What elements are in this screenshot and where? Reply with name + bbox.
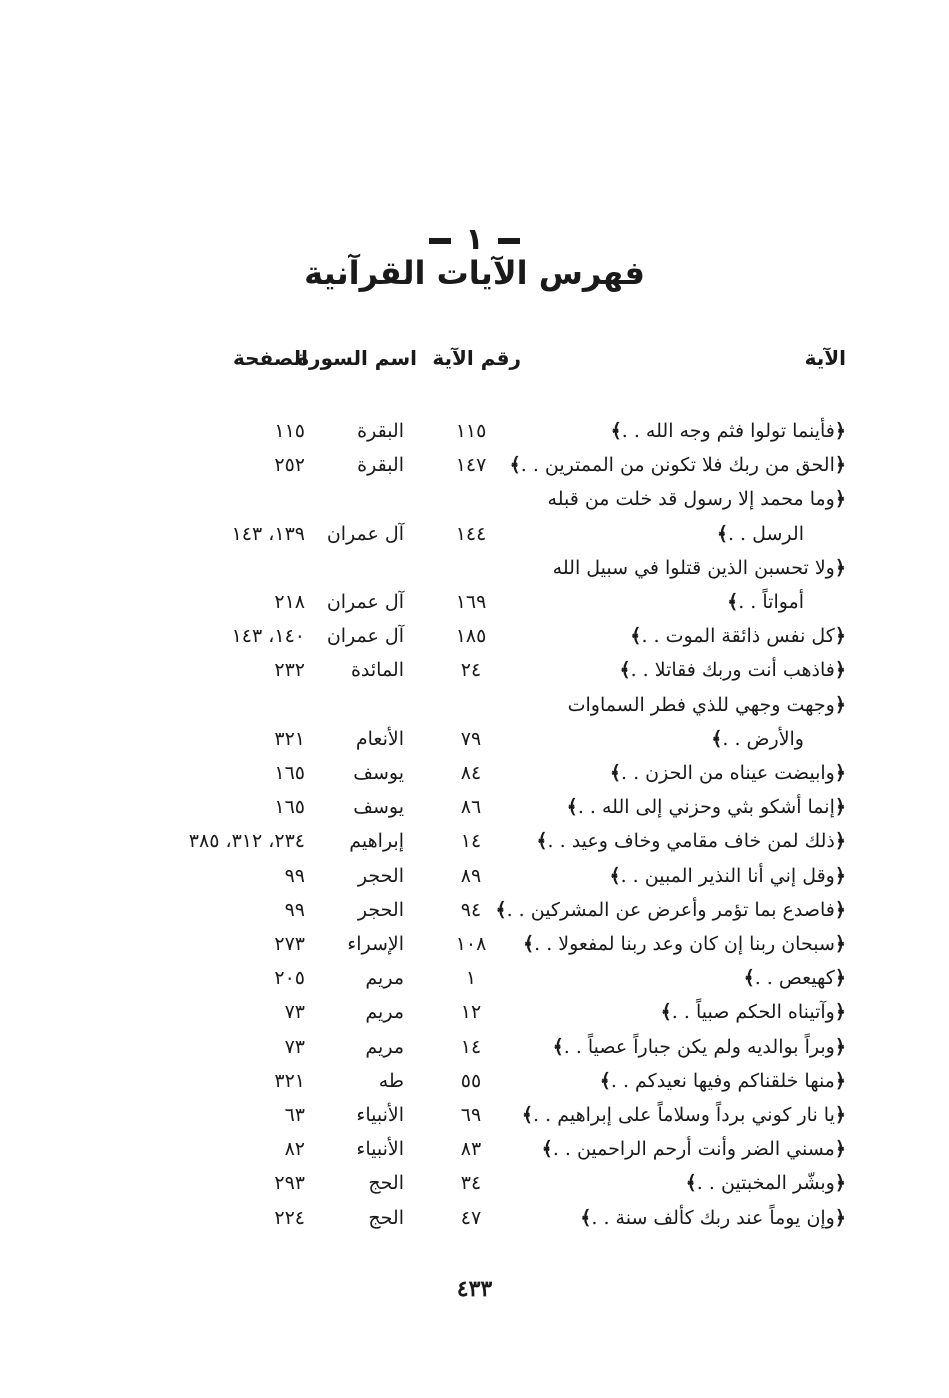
verse-text-content: مسني الضر وأنت أرحم الراحمين . . xyxy=(552,1138,835,1161)
ornate-bracket-open: ﴿ xyxy=(834,625,846,648)
ornate-bracket-close: ﴾ xyxy=(743,967,755,990)
verse-number: ١٨٥ xyxy=(455,625,487,648)
table-row xyxy=(0,967,949,999)
page-reference: ٢١٨ xyxy=(274,591,305,613)
header-surah-name: اسم السورة xyxy=(297,346,417,370)
page-reference: ١٦٥ xyxy=(274,762,305,784)
table-row xyxy=(0,523,949,555)
verse-number: ١٤ xyxy=(460,1035,482,1058)
table-row xyxy=(0,1070,949,1102)
ornate-bracket-open: ﴿ xyxy=(834,898,846,921)
surah-name: المائدة xyxy=(350,659,404,682)
verse-number: ٩٤ xyxy=(460,898,482,921)
ornate-bracket-close: ﴾ xyxy=(522,933,535,955)
page-reference: ٣٢١ xyxy=(274,1069,305,1092)
verse-text-content: والأرض . . xyxy=(722,727,804,750)
verse-text xyxy=(711,728,804,750)
page-number: ٤٣٣ xyxy=(456,1276,493,1302)
ornate-bracket-close: ﴾ xyxy=(716,522,728,545)
ornate-bracket-close: ﴾ xyxy=(536,830,548,853)
surah-name: يوسف xyxy=(353,796,404,819)
verse-text xyxy=(542,1138,846,1160)
surah-name: الحج xyxy=(368,1206,404,1229)
verse-text xyxy=(610,762,846,784)
verse-number: ٧٩ xyxy=(460,727,482,750)
table-row xyxy=(0,454,949,486)
table-row xyxy=(0,488,949,520)
page-reference: ٣٢١ xyxy=(274,727,305,750)
verse-text-content: فاصدع بما تؤمر وأعرض عن المشركين . . xyxy=(506,898,835,921)
header-page: الصفحة xyxy=(232,346,308,370)
page-reference: ٧٣ xyxy=(284,1035,305,1058)
verse-text-content: ولا تحسبن الذين قتلوا في سبيل الله xyxy=(552,556,835,579)
table-row xyxy=(0,1172,949,1204)
verse-text xyxy=(495,899,846,921)
verse-text-content: وقل إني أنا النذير المبين . . xyxy=(620,864,835,887)
verse-text-content: فأينما تولوا فثم وجه الله . . xyxy=(621,420,835,442)
page-reference: ٢٥٢ xyxy=(274,454,305,477)
surah-name: آل عمران xyxy=(326,522,404,545)
page-reference: ٦٣ xyxy=(284,1104,305,1126)
surah-name: طه xyxy=(378,1069,404,1092)
table-row xyxy=(0,830,949,862)
verse-text xyxy=(522,1104,846,1126)
ornate-bracket-close: ﴾ xyxy=(619,659,631,682)
verse-text xyxy=(744,967,846,989)
ornate-bracket-close: ﴾ xyxy=(711,727,723,750)
surah-name: آل عمران xyxy=(326,625,404,648)
verse-text-content: منها خلقناكم وفيها نعيدكم . . xyxy=(610,1069,835,1092)
verse-text xyxy=(523,933,846,955)
surah-name: الحجر xyxy=(357,898,404,921)
verse-text-content: وإن يوماً عند ربك كألف سنة . . xyxy=(591,1206,835,1229)
ornate-bracket-open: ﴿ xyxy=(834,488,846,511)
header-verse: الآية xyxy=(804,346,846,370)
verse-text-content: فاذهب أنت وربك فقاتلا . . xyxy=(630,659,835,682)
verse-text xyxy=(536,830,846,852)
verse-text-content: وبراً بوالديه ولم يكن جباراً عصياً . . xyxy=(563,1035,835,1058)
verse-text-content: إنما أشكو بثي وحزني إلى الله . . xyxy=(577,796,835,819)
chapter-number-text: ١ xyxy=(465,222,484,257)
table-row xyxy=(0,694,949,726)
page-reference: ٢٩٣ xyxy=(274,1172,305,1195)
ornate-bracket-close: ﴾ xyxy=(630,625,642,648)
ornate-bracket-open: ﴿ xyxy=(834,1104,846,1126)
verse-text xyxy=(580,1207,846,1229)
ornate-bracket-open: ﴿ xyxy=(834,1069,846,1092)
surah-name: مريم xyxy=(365,967,404,990)
page-reference: ٢٣٢ xyxy=(274,659,305,682)
ornate-bracket-close: ﴾ xyxy=(660,1001,672,1024)
header-verse-number: رقم الآية xyxy=(432,346,521,370)
dash-right xyxy=(498,238,520,244)
verse-text xyxy=(600,1070,846,1092)
ornate-bracket-open: ﴿ xyxy=(834,1206,846,1229)
verse-text xyxy=(548,488,846,510)
table-row xyxy=(0,762,949,794)
verse-text xyxy=(727,591,804,613)
table-row xyxy=(0,1207,949,1239)
table-row xyxy=(0,865,949,897)
page-reference: ٢٢٤ xyxy=(274,1206,305,1229)
ornate-bracket-open: ﴿ xyxy=(834,556,846,579)
surah-name: الأنبياء xyxy=(356,1104,404,1126)
verse-text-content: وبشّر المخبتين . . xyxy=(696,1172,835,1195)
ornate-bracket-open: ﴿ xyxy=(834,659,846,682)
table-row xyxy=(0,728,949,760)
verse-text-content: الحق من ربك فلا تكونن من الممترين . . xyxy=(520,454,835,477)
verse-text xyxy=(568,694,846,716)
verse-text-content: سبحان ربنا إن كان وعد ربنا لمفعولا . . xyxy=(534,933,835,955)
page-reference: ٢٠٥ xyxy=(274,967,305,990)
surah-name: مريم xyxy=(365,1035,404,1058)
verse-text xyxy=(553,557,846,579)
verse-text xyxy=(611,420,846,442)
surah-name: يوسف xyxy=(353,762,404,784)
verse-text xyxy=(661,1001,846,1023)
ornate-bracket-close: ﴾ xyxy=(521,1104,534,1126)
ornate-bracket-open: ﴿ xyxy=(834,967,846,990)
verse-number: ٦٩ xyxy=(460,1104,482,1126)
page-reference: ٢٣٤، ٣١٢، ٣٨٥ xyxy=(188,830,305,853)
verse-number: ١٠٨ xyxy=(455,933,487,955)
verse-text xyxy=(553,1036,846,1058)
ornate-bracket-close: ﴾ xyxy=(610,420,622,442)
surah-name: الحج xyxy=(368,1172,404,1195)
ornate-bracket-open: ﴿ xyxy=(834,762,846,784)
surah-name: آل عمران xyxy=(326,591,404,613)
verse-text-content: وجهت وجهي للذي فطر السماوات xyxy=(567,693,835,716)
table-row xyxy=(0,1138,949,1170)
verse-text xyxy=(619,659,846,681)
table-row xyxy=(0,933,949,965)
table-row xyxy=(0,659,949,691)
verse-text-content: كل نفس ذائقة الموت . . xyxy=(641,625,835,648)
verse-number: ١١٥ xyxy=(455,420,487,442)
page-reference: ١٦٥ xyxy=(274,796,305,819)
verse-number: ٣٤ xyxy=(460,1172,482,1195)
ornate-bracket-close: ﴾ xyxy=(509,454,521,477)
ornate-bracket-open: ﴿ xyxy=(834,693,846,716)
verse-number: ١ xyxy=(465,967,477,990)
page-reference: ٨٢ xyxy=(284,1138,305,1161)
verse-number: ٨٣ xyxy=(460,1138,482,1161)
ornate-bracket-close: ﴾ xyxy=(552,1035,564,1058)
page-reference: ١٤٠، ١٤٣ xyxy=(231,625,305,648)
verse-number: ٥٥ xyxy=(460,1069,482,1092)
verse-text-content: أمواتاً . . xyxy=(738,591,804,613)
table-row xyxy=(0,557,949,589)
ornate-bracket-open: ﴿ xyxy=(834,864,846,887)
surah-name: إبراهيم xyxy=(349,830,404,853)
verse-text-content: يا نار كوني برداً وسلاماً على إبراهيم . . xyxy=(533,1104,835,1126)
dash-left xyxy=(429,238,451,244)
page-reference: ٩٩ xyxy=(284,864,305,887)
ornate-bracket-close: ﴾ xyxy=(495,898,507,921)
table-row xyxy=(0,1104,949,1136)
verse-number: ٨٤ xyxy=(460,762,482,784)
verse-text-content: وابيضت عيناه من الحزن . . xyxy=(621,762,835,784)
ornate-bracket-open: ﴿ xyxy=(834,796,846,819)
verse-text xyxy=(717,523,804,545)
surah-name: مريم xyxy=(365,1001,404,1024)
verse-number: ٨٦ xyxy=(460,796,482,819)
verse-text xyxy=(686,1172,846,1194)
page-reference: ١٣٩، ١٤٣ xyxy=(231,522,305,545)
page-reference: ١١٥ xyxy=(274,420,305,442)
surah-name: البقرة xyxy=(357,420,404,442)
verse-text xyxy=(609,865,846,887)
surah-name: البقرة xyxy=(357,454,404,477)
verse-number: ٤٧ xyxy=(460,1206,482,1229)
ornate-bracket-close: ﴾ xyxy=(609,762,622,784)
verse-text-content: وما محمد إلا رسول قد خلت من قبله xyxy=(547,488,835,511)
ornate-bracket-close: ﴾ xyxy=(685,1172,697,1195)
verse-text-content: ذلك لمن خاف مقامي وخاف وعيد . . xyxy=(547,830,835,853)
ornate-bracket-close: ﴾ xyxy=(727,591,739,613)
ornate-bracket-close: ﴾ xyxy=(566,796,578,819)
verse-number: ١٤٧ xyxy=(455,454,487,477)
verse-number: ٨٩ xyxy=(460,864,482,887)
page-title: فهرس الآيات القرآنية xyxy=(304,254,645,292)
ornate-bracket-close: ﴾ xyxy=(599,1069,611,1092)
ornate-bracket-open: ﴿ xyxy=(834,1138,846,1161)
ornate-bracket-open: ﴿ xyxy=(834,1172,846,1195)
verse-number: ١٦٩ xyxy=(455,591,487,613)
surah-name: الإسراء xyxy=(347,933,404,955)
surah-name: الأنبياء xyxy=(356,1138,404,1161)
ornate-bracket-open: ﴿ xyxy=(834,420,846,442)
verse-text xyxy=(567,796,846,818)
surah-name: الأنعام xyxy=(355,727,404,750)
table-row xyxy=(0,1036,949,1068)
table-row xyxy=(0,899,949,931)
verse-text-content: وآتيناه الحكم صبياً . . xyxy=(671,1001,835,1024)
ornate-bracket-open: ﴿ xyxy=(834,454,846,477)
table-row xyxy=(0,796,949,828)
table-row xyxy=(0,625,949,657)
chapter-number xyxy=(0,222,949,257)
verse-text xyxy=(510,454,846,476)
table-row xyxy=(0,1001,949,1033)
verse-number: ١٤٤ xyxy=(455,522,487,545)
surah-name: الحجر xyxy=(357,864,404,887)
ornate-bracket-close: ﴾ xyxy=(609,864,621,887)
page-reference: ٩٩ xyxy=(284,898,305,921)
verse-number: ١٤ xyxy=(460,830,482,853)
verse-text xyxy=(630,625,846,647)
ornate-bracket-open: ﴿ xyxy=(834,1001,846,1024)
ornate-bracket-open: ﴿ xyxy=(834,1035,846,1058)
verse-text-content: كهيعص . . xyxy=(754,967,835,990)
ornate-bracket-open: ﴿ xyxy=(834,830,846,853)
page-reference: ٧٣ xyxy=(284,1001,305,1024)
ornate-bracket-close: ﴾ xyxy=(580,1206,592,1229)
table-row xyxy=(0,591,949,623)
verse-text-content: الرسل . . xyxy=(727,522,804,545)
ornate-bracket-close: ﴾ xyxy=(541,1138,553,1161)
verse-number: ١٢ xyxy=(460,1001,482,1024)
page-reference: ٢٧٣ xyxy=(274,933,305,955)
verse-number: ٢٤ xyxy=(460,659,482,682)
ornate-bracket-open: ﴿ xyxy=(834,933,846,955)
table-row xyxy=(0,420,949,452)
